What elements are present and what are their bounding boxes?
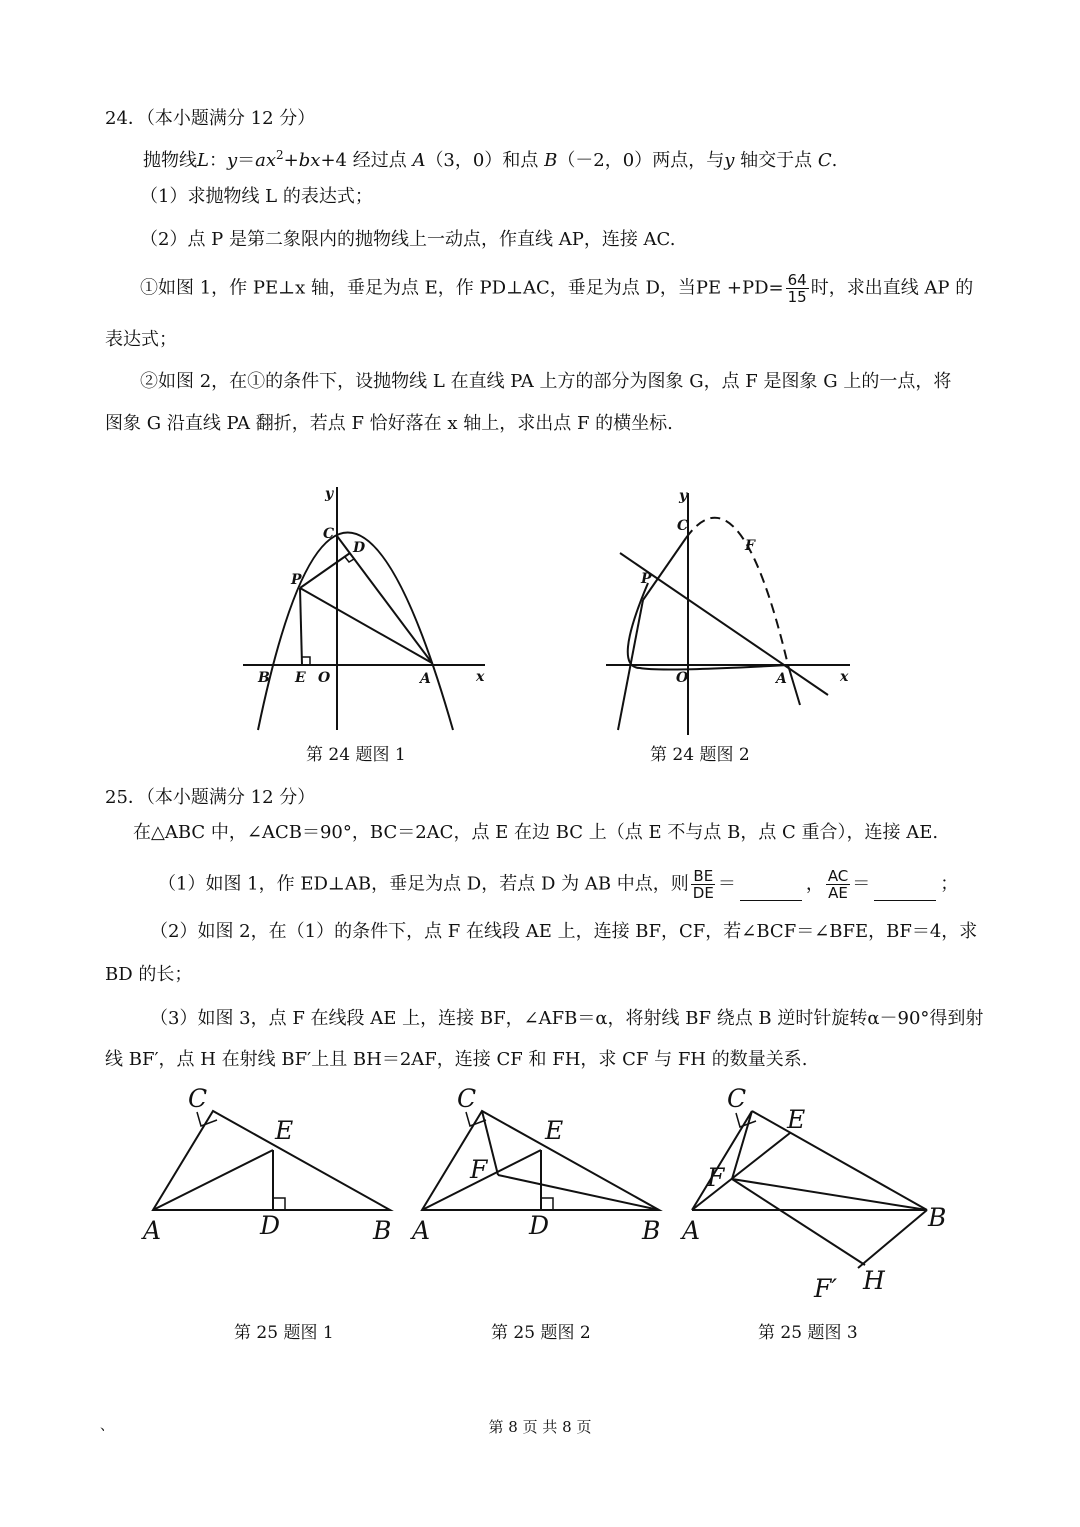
q24-part1: （1）求抛物线 L 的表达式； [140,186,373,207]
q24-part2-sub1-cont: 表达式； [105,329,177,350]
fraction-be-de: $\frac{BE}{DE}$ [692,867,714,902]
fig2-label-F: F [745,538,755,554]
q25-figure-1 [140,1080,410,1250]
q24-part2-sub1: ①如图 1，作 PE⊥x 轴，垂足为点 E，作 PD⊥AC，垂足为点 D，当PE +PD= $\frac{64}{15}$ 时，求出直线 AP 的 [140,271,974,306]
fig1-label-D: D [353,540,366,556]
q25-intro: 在△ABC 中，∠ACB＝90°，BC＝2AC，点 E 在边 BC 上（点 E 不与点 B，点 C 重合），连接 AE. [133,822,939,843]
fig25-3-label-B: B [928,1203,947,1232]
q24-caption-2: 第 24 题图 2 [650,745,750,765]
q25-part2-cont: BD 的长； [105,964,193,985]
q25-header: 25．（本小题满分 12 分） [105,787,316,808]
q25-figure-3 [680,1080,950,1305]
fig1-label-y: y [325,486,334,502]
fig25-3-label-E: E [787,1105,806,1134]
fig2-label-C: C [677,518,689,534]
q24-figure-1 [240,480,490,735]
fig25-3-label-H: H [863,1266,885,1295]
fig25-2-label-E: E [545,1116,564,1145]
q24-intro: 抛物线L：$y=ax^2+bx+4$ 经过点 A（3，0）和点 B（－2，0）两点，与y 轴交于点 C. [143,148,838,171]
q25-figure-2 [410,1080,680,1250]
fraction-64-15: $\frac{64}{15}$ [787,271,807,306]
fig1-label-P: P [291,572,302,588]
q25-part3-cont: 线 BF′，点 H 在射线 BF′上且 BH＝2AF，连接 CF 和 FH，求 CF 与 FH 的数量关系. [105,1049,808,1070]
answer-blank-2[interactable] [874,882,936,901]
fig25-2-label-D: D [529,1211,550,1240]
fig25-1-label-D: D [260,1211,281,1240]
fig1-label-C: C [323,526,335,542]
fig2-label-x: x [840,669,849,685]
q25-caption-1: 第 25 题图 1 [234,1323,334,1343]
q24-figure-2 [600,480,860,735]
fig25-3-label-F: F [707,1163,725,1192]
fig25-3-label-Fprime: F′ [814,1274,838,1303]
q25-part1: （1）如图 1，作 ED⊥AB，垂足为点 D，若点 D 为 AB 中点，则 $\frac{BE}{DE}$ ＝ ， $\frac{AC}{AE}$ ＝ ； [158,867,959,902]
fig25-1-label-A: A [143,1216,162,1245]
fig25-2-label-A: A [412,1216,431,1245]
fig25-1-label-E: E [275,1116,294,1145]
q24-part2-sub2: ②如图 2，在①的条件下，设抛物线 L 在直线 PA 上方的部分为图象 G，点 F 是图象 G 上的一点，将 [140,371,952,392]
fig25-2-label-B: B [642,1216,661,1245]
fig25-3-label-A: A [682,1216,701,1245]
fig25-1-label-B: B [373,1216,392,1245]
q25-caption-2: 第 25 题图 2 [491,1323,591,1343]
q25-part2: （2）如图 2，在（1）的条件下，点 F 在线段 AE 上，连接 BF，CF，若∠BCF＝∠BFE，BF＝4，求 [150,921,978,942]
fig25-2-label-C: C [457,1084,477,1113]
corner-mark: 、 [100,1418,114,1434]
fig2-label-y: y [679,488,688,504]
q25-part3: （3）如图 3，点 F 在线段 AE 上，连接 BF，∠AFB＝α，将射线 BF 绕点 B 逆时针旋转α－90°得到射 [150,1008,984,1029]
fraction-ac-ae: $\frac{AC}{AE}$ [827,867,849,902]
fig2-label-A: A [776,671,787,687]
fig1-label-A: A [420,671,431,687]
q24-caption-1: 第 24 题图 1 [306,745,406,765]
page-footer: 第 8 页 共 8 页 [488,1418,592,1436]
fig1-label-E: E [295,670,306,686]
fig2-label-O: O [676,670,689,686]
fig1-label-O: O [318,670,331,686]
q25-caption-3: 第 25 题图 3 [758,1323,858,1343]
fig1-label-x: x [476,669,485,685]
answer-blank-1[interactable] [740,882,802,901]
fig25-2-label-F: F [470,1155,488,1184]
fig2-label-P: P [641,571,652,587]
q24-part2-sub2-cont: 图象 G 沿直线 PA 翻折，若点 F 恰好落在 x 轴上，求出点 F 的横坐标. [105,413,673,434]
fig1-label-B: B [258,670,270,686]
fig25-1-label-C: C [188,1084,208,1113]
fig25-3-label-C: C [727,1084,747,1113]
q24-part2: （2）点 P 是第二象限内的抛物线上一动点，作直线 AP，连接 AC. [140,229,676,250]
q24-header: 24．（本小题满分 12 分） [105,108,316,129]
